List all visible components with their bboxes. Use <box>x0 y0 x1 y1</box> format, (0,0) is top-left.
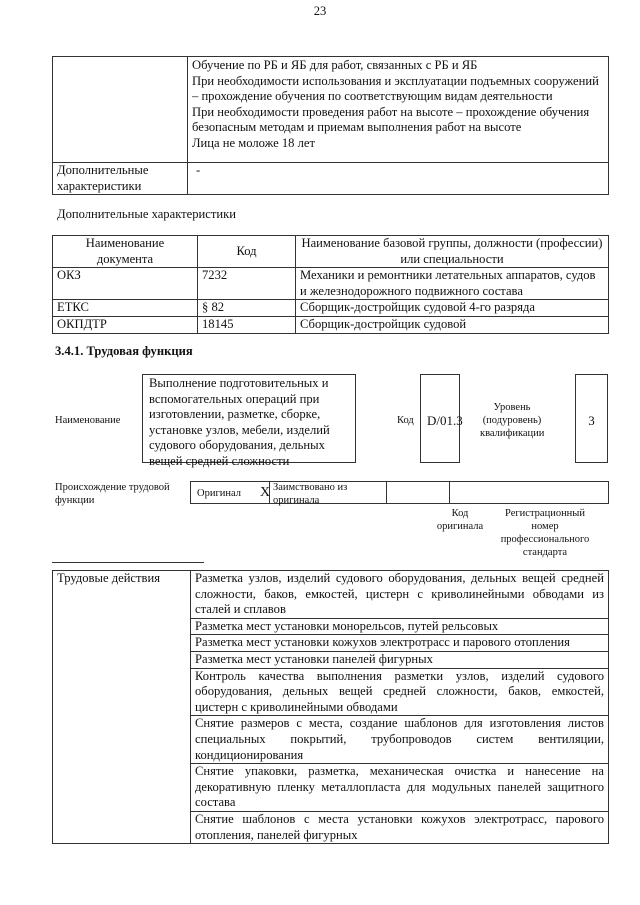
origin-label: Происхождение трудовой функции <box>55 482 170 506</box>
cell: Сборщик-достройщик судовой 4-го разряда <box>296 300 609 317</box>
name-label: Наименование <box>55 415 121 426</box>
req-line: При необходимости использования и эксплуатации подъемных сооружений – прохождение обучения по соответствующим видам деятельности <box>192 73 599 104</box>
page-number: 23 <box>313 4 327 18</box>
code-original-label: Код оригинала <box>436 508 484 532</box>
section-heading: Дополнительные характеристики <box>57 207 236 221</box>
name-value: Выполнение подготовительных и вспомогательных операций при изготовлении, разметке, сборке, установке узлов, мебели, изделий судового оборудования, дельных вещей средней сложности <box>142 374 356 463</box>
cell: 18145 <box>198 316 296 333</box>
codes-table <box>52 235 609 334</box>
original-label: Оригинал <box>197 488 241 499</box>
req-line: Лица не моложе 18 лет <box>192 135 315 150</box>
cell: Сборщик-достройщик судовой <box>296 316 609 333</box>
action-item: Разметка мест установки панелей фигурных <box>191 651 609 668</box>
actions-table <box>52 570 609 844</box>
action-item: Снятие размеров с места, создание шаблонов для изготовления листов специальных покрытий, трубопроводов систем вентиляции, кондиционирования <box>191 716 609 764</box>
function-heading: 3.4.1. Трудовая функция <box>55 344 193 358</box>
origin-box <box>190 481 609 504</box>
action-item: Контроль качества выполнения разметки узлов, изделий судового оборудования, дельных вещей средней сложности, баков, емкостей, цистерн с криволинейными обводами <box>191 668 609 716</box>
code-value: D/01.3 <box>420 374 460 463</box>
extra-label: Дополнительные характеристики <box>53 163 188 195</box>
cell: § 82 <box>198 300 296 317</box>
header-code: Код <box>198 236 296 268</box>
cell: 7232 <box>198 268 296 300</box>
cell: ЕТКС <box>53 300 198 317</box>
cell: ОКЗ <box>53 268 198 300</box>
original-mark: X <box>260 485 271 500</box>
level-value: 3 <box>575 374 608 463</box>
header-name: Наименование базовой группы, должности (профессии) или специальности <box>296 236 609 268</box>
cell: ОКПДТР <box>53 316 198 333</box>
borrowed-label: Заимствовано из оригинала <box>273 482 348 506</box>
action-item: Разметка мест установки монорельсов, путей рельсовых <box>191 618 609 635</box>
requirements-table <box>52 56 609 195</box>
req-line: Обучение по РБ и ЯБ для работ, связанных с РБ и ЯБ <box>192 58 478 72</box>
code-label: Код <box>397 415 414 426</box>
cell: Механики и ремонтники летательных аппаратов, судов и железнодорожного подвижного состава <box>296 268 609 300</box>
req-line: При необходимости проведения работ на высоте – прохождение обучения безопасным методам и приемам выполнения работ на высоте <box>192 104 590 135</box>
extra-value: - <box>188 163 609 195</box>
actions-label: Трудовые действия <box>53 571 191 844</box>
header-doc: Наименование документа <box>53 236 198 268</box>
action-item: Разметка мест установки кожухов электротрасс и парового отопления <box>191 635 609 652</box>
level-label: Уровень (подуровень) квалификации <box>480 402 545 439</box>
divider <box>52 562 204 563</box>
action-item: Снятие упаковки, разметка, механическая очистка и нанесение на декоративную пленку металлопласта для модульных панелей защитного состава <box>191 764 609 812</box>
action-item: Разметка узлов, изделий судового оборудования, дельных вещей средней сложности, баков, емкостей, цистерн с криволинейными обводами из сталей и сплавов <box>191 571 609 619</box>
action-item: Снятие шаблонов с места установки кожухов электротрасс, парового отопления, панелей фигурных <box>191 811 609 843</box>
reg-number-label: Регистрационный номер профессионального стандарта <box>500 508 590 558</box>
empty-cell <box>53 57 188 163</box>
